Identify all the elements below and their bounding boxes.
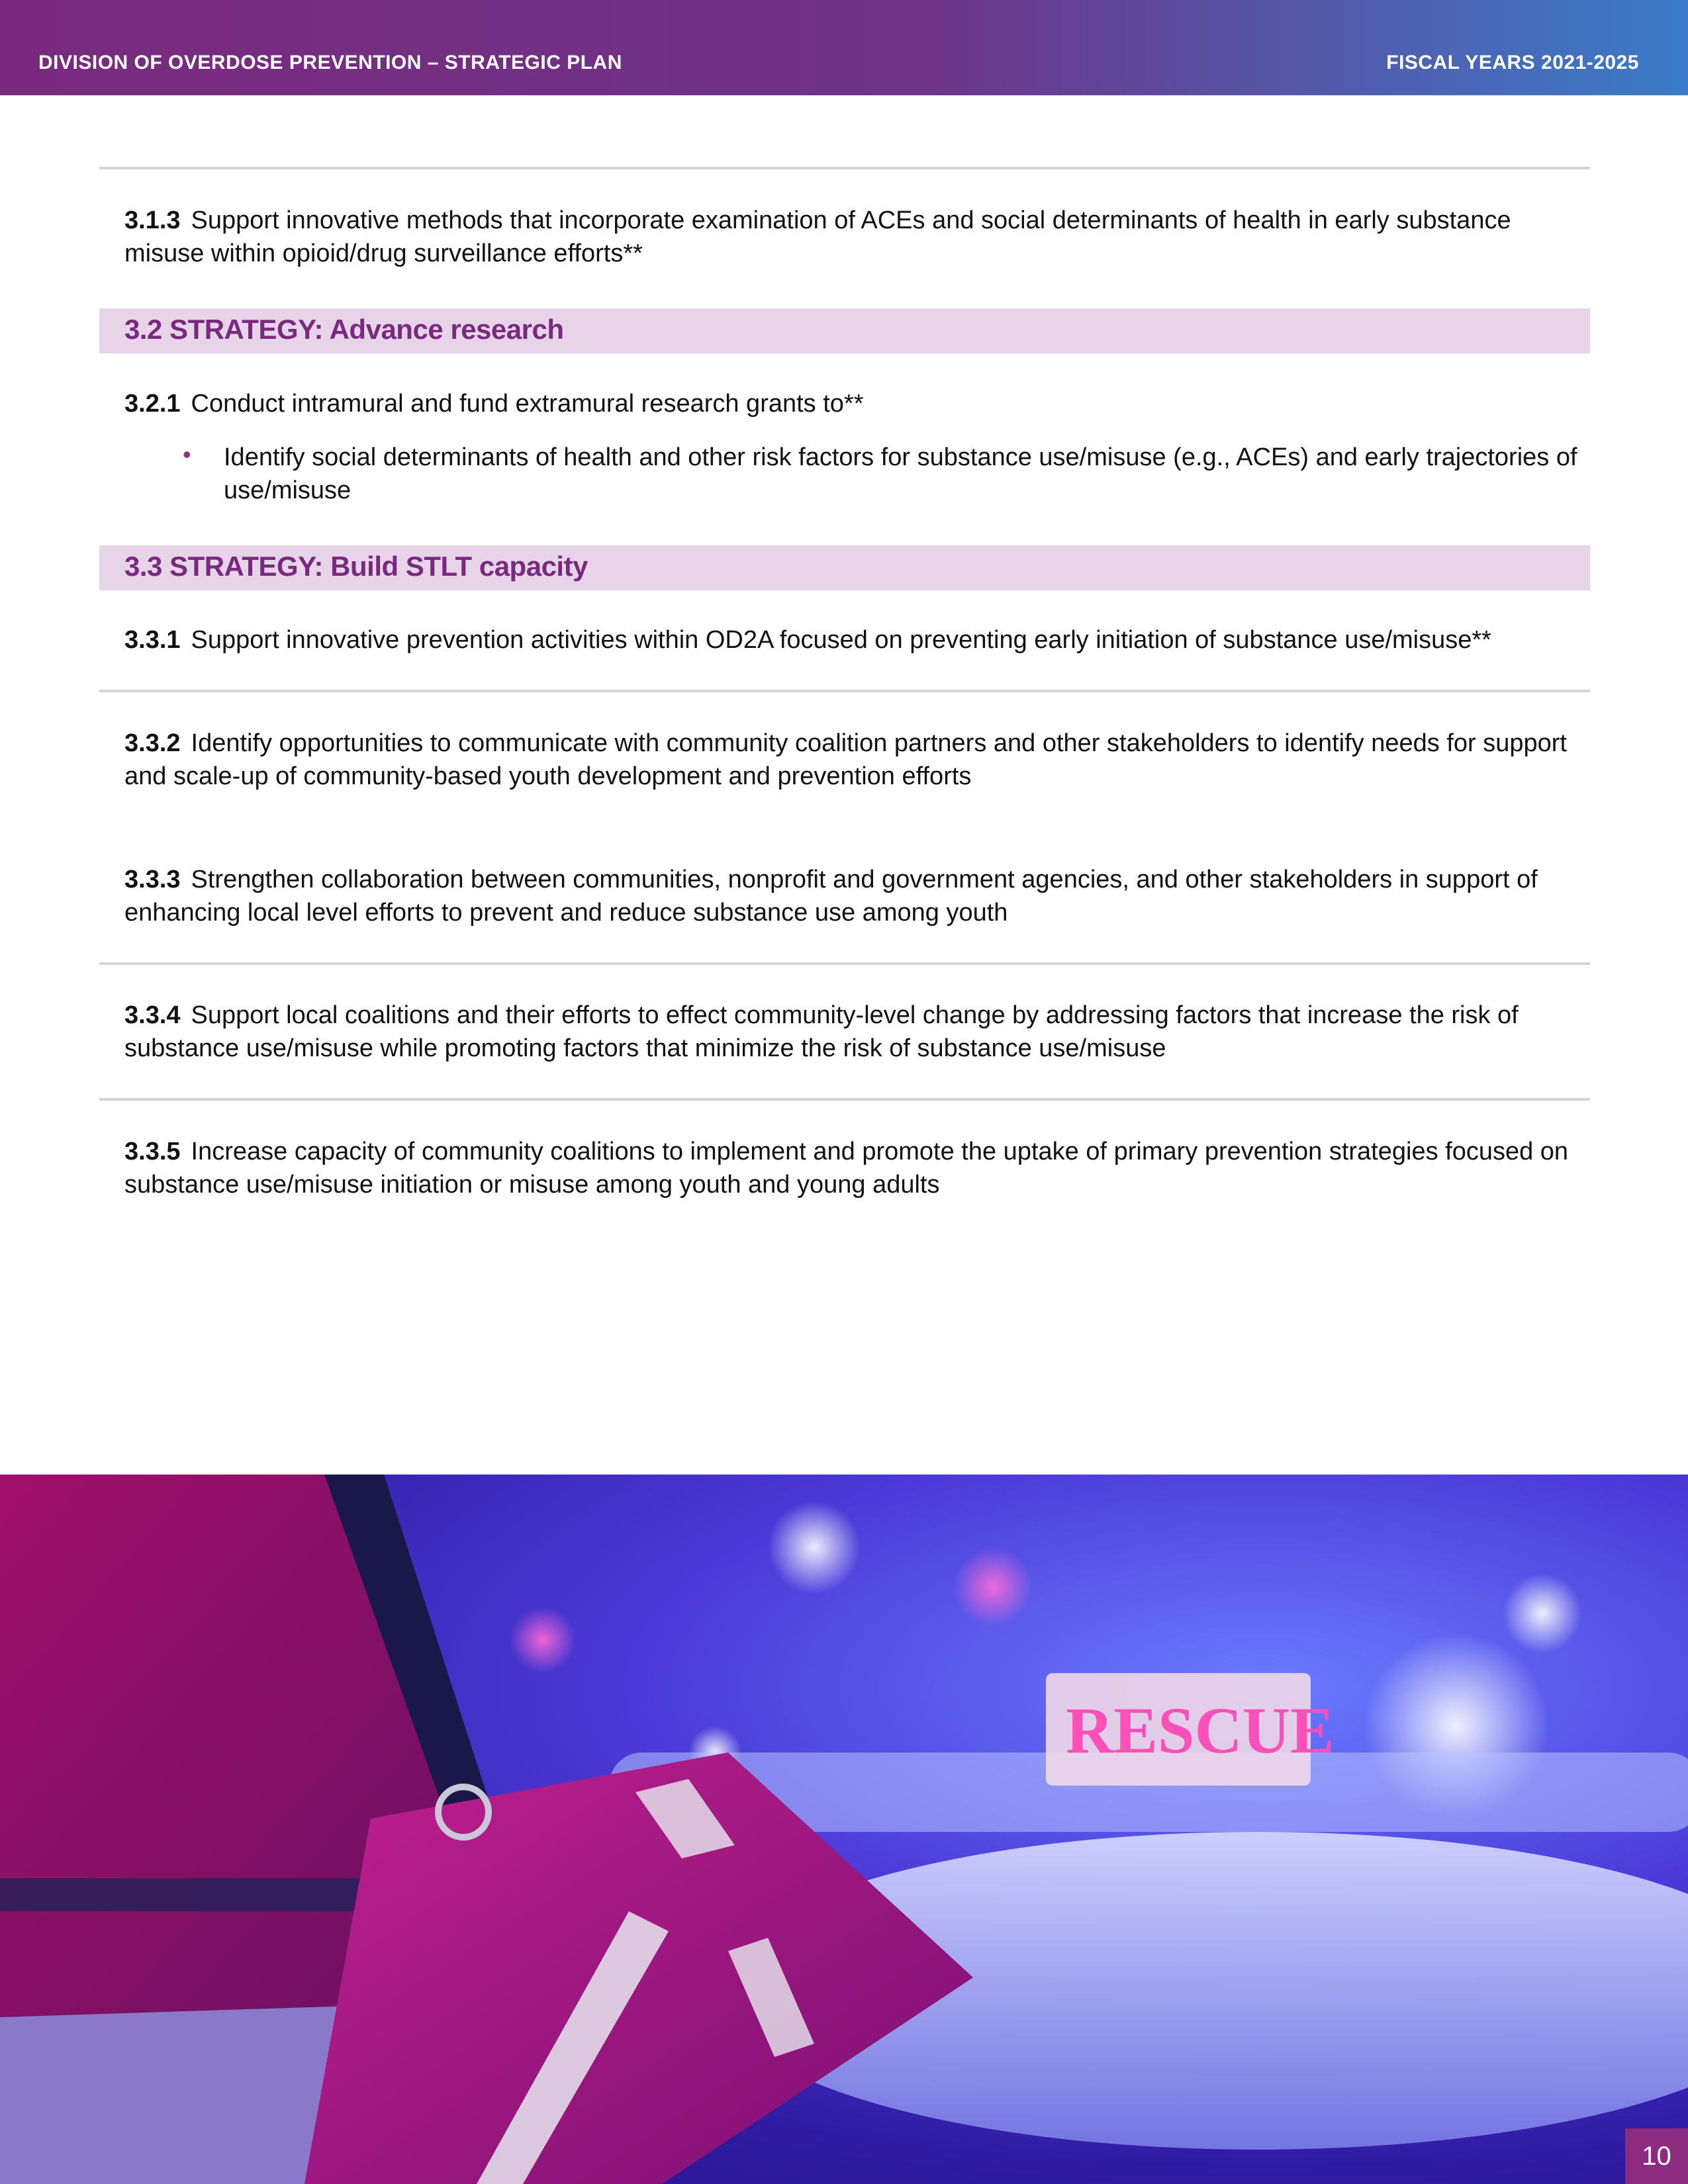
item-3-3-2: 3.3.2 Identify opportunities to communicate with community coalition partners and other stakeholders to identify needs for support and scale-up of community-based youth development and prevention efforts (124, 729, 1567, 790)
page-number: 10 (1625, 2128, 1688, 2184)
rescue-sign-text: RESCUE (1066, 1694, 1335, 1767)
item-3-3-5: 3.3.5 Increase capacity of community coalitions to implement and promote the uptake of primary prevention strategies focused on substance use/misuse initiation or misuse among youth and young adults (124, 1138, 1569, 1199)
header-title: DIVISION OF OVERDOSE PREVENTION – STRATEGIC PLAN (38, 52, 622, 73)
divider (99, 962, 1590, 965)
strategy-3-3-heading: 3.3 STRATEGY: Build STLT capacity (99, 545, 1590, 590)
divider (99, 167, 1590, 169)
rescue-scene-illustration (0, 1475, 1688, 2184)
bullet-3-2-1: Identify social determinants of health and other risk factors for substance use/misuse (e.g., ACEs) and early trajectories of use/misuse (224, 443, 1577, 504)
item-3-3-1: 3.3.1 Support innovative prevention activities within OD2A focused on preventing early initiation of substance use/misuse** (124, 626, 1491, 654)
item-3-3-4: 3.3.4 Support local coalitions and their efforts to effect community-level change by addressing factors that increase the risk of substance use/misuse while promoting factors that minimize the risk of substance use/misuse (124, 1001, 1519, 1062)
rescue-photo (0, 1475, 1688, 2184)
header-fiscal-years: FISCAL YEARS 2021-2025 (1386, 52, 1639, 73)
item-3-3-3: 3.3.3 Strengthen collaboration between communities, nonprofit and government agencies, and other stakeholders in support of enhancing local level efforts to prevent and reduce substance use among youth (124, 866, 1538, 927)
divider (99, 690, 1590, 692)
bokeh-light (768, 1501, 861, 1594)
belt (0, 1878, 410, 1911)
strategy-3-2-heading: 3.2 STRATEGY: Advance research (99, 308, 1590, 353)
bokeh-light (1503, 1574, 1582, 1653)
page-header (0, 0, 1688, 95)
bullet-icon: • (183, 441, 191, 468)
divider (99, 1098, 1590, 1101)
bokeh-light (510, 1607, 576, 1673)
bokeh-light (953, 1547, 1033, 1627)
item-3-1-3: 3.1.3 Support innovative methods that incorporate examination of ACEs and social determinants of health in early substance misuse within opioid/drug surveillance efforts** (124, 206, 1511, 267)
item-3-2-1: 3.2.1 Conduct intramural and fund extramural research grants to** (124, 390, 864, 418)
